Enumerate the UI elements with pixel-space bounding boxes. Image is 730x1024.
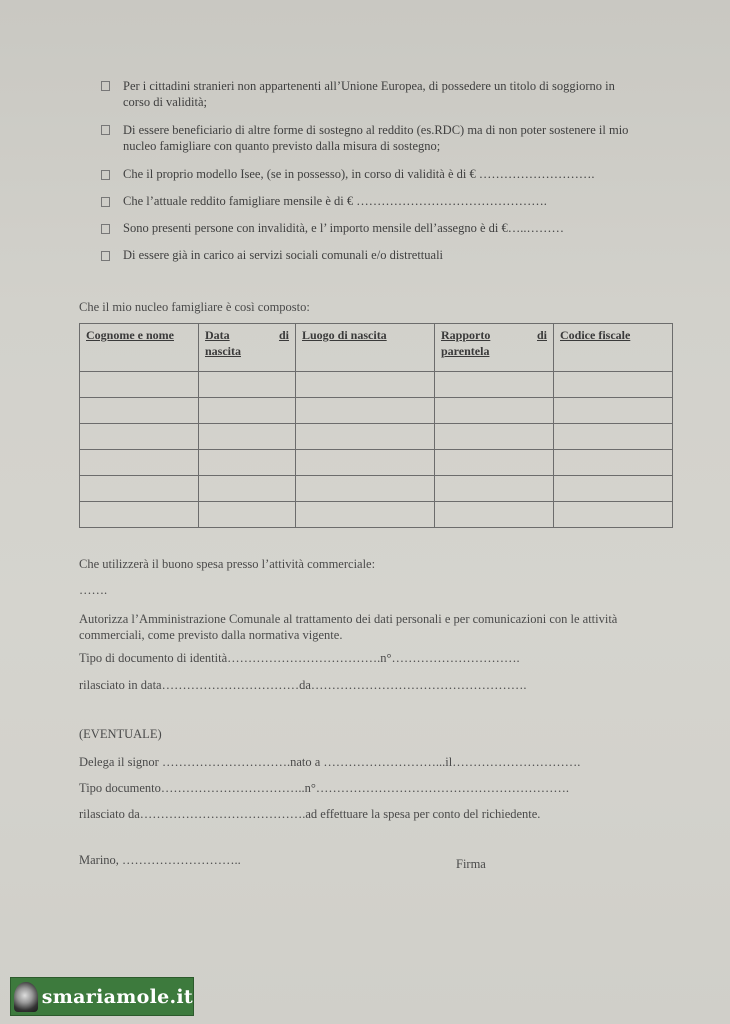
checkbox-disability[interactable] xyxy=(101,224,110,234)
table-cell[interactable] xyxy=(80,372,199,398)
table-cell[interactable] xyxy=(435,476,554,502)
header-tax-code: Codice fiscale xyxy=(554,324,673,372)
table-cell[interactable] xyxy=(296,450,435,476)
watermark-text: smariamole.it xyxy=(41,985,193,1008)
site-watermark-logo xyxy=(10,977,194,1016)
family-intro: Che il mio nucleo famigliare è così composto: xyxy=(79,300,310,314)
declaration-text: Per i cittadini stranieri non appartenenti all’Unione Europea, di possedere un titolo di soggiorno in xyxy=(123,79,615,93)
delegate-issued-field[interactable]: rilasciato da………………………………….ad effettuare la spesa per conto del richiedente. xyxy=(79,807,541,821)
table-cell[interactable] xyxy=(554,476,673,502)
table-cell[interactable] xyxy=(435,424,554,450)
table-cell[interactable] xyxy=(296,372,435,398)
declaration-disability: Sono presenti persone con invalidità, e l’ importo mensile dell’assegno è di €…..……… xyxy=(123,221,564,235)
table-cell[interactable] xyxy=(554,424,673,450)
header-birth-date: Data di nascita xyxy=(199,324,296,372)
table-cell[interactable] xyxy=(80,502,199,528)
checkbox-social-services[interactable] xyxy=(101,251,110,261)
identity-doc-type-field[interactable]: Tipo di documento di identità……………………………….n°…………………………. xyxy=(79,651,520,665)
declaration-foreign-citizen xyxy=(123,78,615,110)
table-cell[interactable] xyxy=(199,502,296,528)
table-cell[interactable] xyxy=(435,450,554,476)
table-cell[interactable] xyxy=(80,424,199,450)
delegate-document-field[interactable]: Tipo documento……………………………..n°……………………………………………………. xyxy=(79,781,569,795)
table-cell[interactable] xyxy=(199,372,296,398)
declaration-social-services: Di essere già in carico ai servizi sociali comunali e/o distrettuali xyxy=(123,248,444,262)
table-cell[interactable] xyxy=(296,502,435,528)
table-cell[interactable] xyxy=(554,398,673,424)
consent-line: commerciali, come previsto dalla normativa vigente. xyxy=(79,628,343,642)
table-cell[interactable] xyxy=(296,424,435,450)
table-cell[interactable] xyxy=(199,398,296,424)
declaration-income-support xyxy=(123,122,628,154)
header-birth-place: Luogo di nascita xyxy=(296,324,435,372)
table-cell[interactable] xyxy=(435,502,554,528)
declaration-text: corso di validità; xyxy=(123,95,208,109)
declaration-isee: Che il proprio modello Isee, (se in possesso), in corso di validità è di € ………………………. xyxy=(123,167,595,181)
consent-line: Autorizza l’Amministrazione Comunale al trattamento dei dati personali e per comunicazioni con le attività xyxy=(79,612,618,626)
table-cell[interactable] xyxy=(554,372,673,398)
delegate-person-field[interactable]: Delega il signor ………………………….nato a ………………………...il…………………………. xyxy=(79,755,581,769)
header-name: Cognome e nome xyxy=(80,324,199,372)
table-row xyxy=(80,372,673,398)
identity-issued-field[interactable]: rilasciato in data……………………………da……………………………………………. xyxy=(79,678,527,692)
checkbox-foreign-citizen[interactable] xyxy=(101,81,110,91)
checkbox-income-support[interactable] xyxy=(101,125,110,135)
shop-field[interactable]: ……. xyxy=(79,583,108,597)
table-cell[interactable] xyxy=(554,450,673,476)
table-cell[interactable] xyxy=(80,398,199,424)
table-cell[interactable] xyxy=(80,450,199,476)
table-cell[interactable] xyxy=(199,476,296,502)
shop-label: Che utilizzerà il buono spesa presso l’attività commerciale: xyxy=(79,557,376,571)
family-table-header xyxy=(80,324,673,372)
table-cell[interactable] xyxy=(199,424,296,450)
declaration-text: nucleo famigliare con quanto previsto dalla misura di sostegno; xyxy=(123,139,441,153)
family-table xyxy=(79,323,673,528)
table-cell[interactable] xyxy=(296,476,435,502)
table-cell[interactable] xyxy=(80,476,199,502)
table-row xyxy=(80,398,673,424)
table-cell[interactable] xyxy=(435,398,554,424)
consent-text xyxy=(79,611,617,643)
checkbox-isee[interactable] xyxy=(101,170,110,180)
table-cell[interactable] xyxy=(435,372,554,398)
table-cell[interactable] xyxy=(554,502,673,528)
table-row xyxy=(80,424,673,450)
church-photo-icon xyxy=(14,982,38,1012)
table-cell[interactable] xyxy=(199,450,296,476)
checkbox-monthly-income[interactable] xyxy=(101,197,110,207)
table-row xyxy=(80,502,673,528)
declaration-monthly-income: Che l’attuale reddito famigliare mensile è di € ………………………………………. xyxy=(123,194,547,208)
table-row xyxy=(80,476,673,502)
delegate-title: (EVENTUALE) xyxy=(79,727,162,741)
signature-label: Firma xyxy=(456,857,486,871)
place-date-field[interactable]: Marino, ……………………….. xyxy=(79,853,241,867)
table-row xyxy=(80,450,673,476)
declaration-text: Di essere beneficiario di altre forme di sostegno al reddito (es.RDC) ma di non poter sostenere il mio xyxy=(123,123,629,137)
header-relation: Rapporto di parentela xyxy=(435,324,554,372)
table-cell[interactable] xyxy=(296,398,435,424)
